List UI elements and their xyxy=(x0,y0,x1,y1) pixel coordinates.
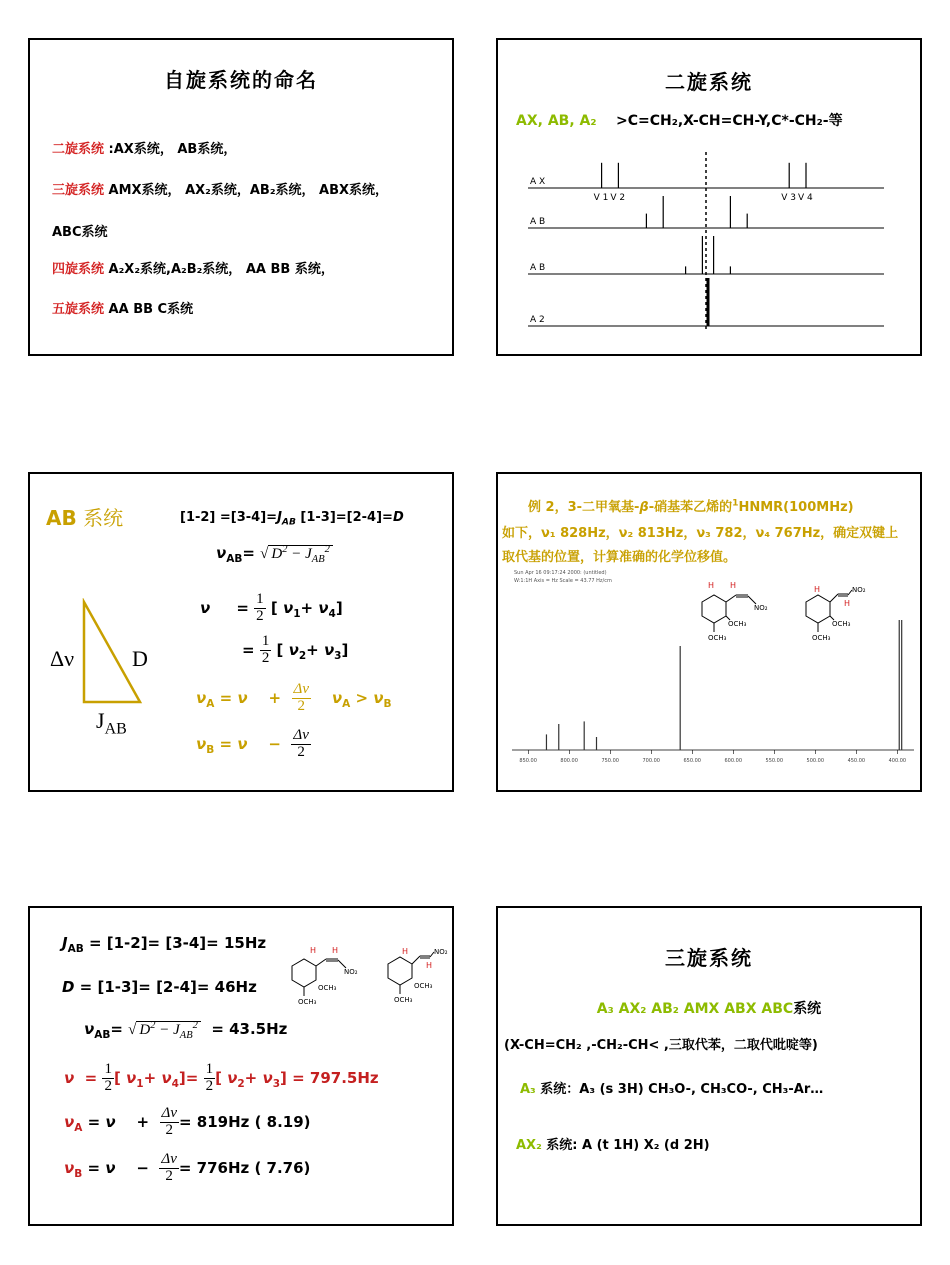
slide3-title xyxy=(46,502,123,531)
slide1-title: 自旋系统的命名 xyxy=(164,68,318,92)
frac-d: 2 xyxy=(165,1121,173,1138)
header-green: AX, AB, A₂ xyxy=(516,113,597,129)
slide-ab-calculation xyxy=(28,906,454,1226)
nuab-val: = 43.5Hz xyxy=(211,1020,288,1038)
sqrt-d: D xyxy=(271,546,283,562)
mol-h: H xyxy=(708,582,715,590)
plus: + xyxy=(143,1068,162,1087)
slide2-spectra xyxy=(498,150,920,350)
nu-ab: ν xyxy=(216,544,227,562)
frac-delta xyxy=(159,1152,178,1185)
sub-3: 3 xyxy=(334,649,342,662)
frac-d: 2 xyxy=(297,743,305,760)
eq1-d: D xyxy=(392,510,404,525)
peak-label: V 3 xyxy=(781,193,796,203)
nu: ν xyxy=(373,688,384,707)
slide4-line2: 如下，ν₁ 828Hz，ν₂ 813Hz，ν₃ 782，ν₄ 767Hz，确定双键上 xyxy=(502,526,899,541)
slide4-line3: 取代基的位置，计算准确的化学位移值。 xyxy=(502,550,737,565)
mol-h: H xyxy=(844,599,851,608)
mol-no2: NO₂ xyxy=(852,586,866,594)
sqrt-expression: √ $D^2 - J_{AB}^2$ xyxy=(128,1021,201,1038)
slide-two-spin-system xyxy=(496,38,922,356)
d: D xyxy=(62,978,75,996)
slide6-title: 三旋系统 xyxy=(665,946,753,970)
axis-tick-label: 750.00 xyxy=(601,758,619,764)
slide3-nu-eq2 xyxy=(242,634,348,667)
sqrt-sub: AB xyxy=(311,554,325,565)
eq1-b: [1-3]=[2-4]= xyxy=(295,510,393,525)
frac-n: 1 xyxy=(261,633,270,649)
sub-1: 1 xyxy=(136,1077,144,1090)
slide3-nuab-eq xyxy=(216,544,333,565)
spectrum-meta1: Sun Apr 16 09:17:24 2000: (untitled) xyxy=(514,570,607,576)
nmr-spectrum xyxy=(498,614,920,764)
nu: ν xyxy=(196,688,207,707)
a3-label: A₃ xyxy=(520,1082,536,1097)
nu-ab-eq: = xyxy=(242,544,255,562)
sub-3: 3 xyxy=(272,1077,280,1090)
bracket-open: [ xyxy=(270,598,283,617)
mol-h: H xyxy=(332,946,339,955)
nu: ν xyxy=(282,598,294,617)
peak-label: V 2 xyxy=(610,193,626,203)
frac-d: 2 xyxy=(297,697,305,714)
spectrum-label: A X xyxy=(530,177,546,187)
row-label: 四旋系统 xyxy=(52,262,105,277)
row-label: 二旋系统 xyxy=(52,142,105,157)
nu: ν xyxy=(318,598,329,617)
frac-d: 2 xyxy=(261,649,270,666)
row-text: A₂X₂系统,A₂B₂系统， AA BB 系统， xyxy=(104,262,334,277)
nuab: ν xyxy=(84,1020,95,1038)
mol-och3: OCH₃ xyxy=(812,634,831,642)
calc-nuB: $\nu_B = \nu$ − $\frac{\Delta\nu}{2}$ = 776Hz ( 7.76) xyxy=(64,1151,311,1184)
sub-B: B xyxy=(206,743,215,756)
row-label: 五旋系统 xyxy=(52,302,105,317)
eq-sign: = xyxy=(242,640,255,659)
frac-d: 2 xyxy=(104,1077,112,1094)
frac-half xyxy=(254,592,266,625)
calc-d xyxy=(62,978,257,996)
frac-n: Δν xyxy=(293,727,309,743)
nu: ν xyxy=(227,1068,238,1087)
row-text: AMX系统， AX₂系统，AB₂系统， ABX系统， xyxy=(104,183,389,198)
sqrt-sub: AB xyxy=(179,1030,193,1041)
sqrt-minus: − J xyxy=(287,546,312,562)
row-text: ABC系统 xyxy=(52,225,108,240)
frac-n: Δν xyxy=(293,681,309,697)
slide6-paren: (X-CH=CH₂ ,-CH₂-CH< ,三取代苯，二取代吡啶等) xyxy=(504,1038,818,1053)
frac-n: 1 xyxy=(104,1061,112,1077)
slide6-systems xyxy=(498,998,920,1018)
bracket-open: [ xyxy=(276,640,289,659)
calc-nuab xyxy=(84,1020,287,1041)
spectrum-label: A B xyxy=(530,263,546,273)
jab-rest: = [1-2]= [3-4]= 15Hz xyxy=(83,934,267,952)
mol-no2: NO₂ xyxy=(754,604,768,612)
mol-h: H xyxy=(402,947,409,956)
nuab-eq: = xyxy=(110,1020,123,1038)
plus: + xyxy=(300,598,319,617)
nu: ν xyxy=(237,734,248,753)
nu: ν xyxy=(161,1068,172,1087)
d-rest: = [1-3]= [2-4]= 46Hz xyxy=(74,978,257,996)
slide6-a3 xyxy=(520,1078,823,1097)
nu: ν xyxy=(196,734,207,753)
eq1-j: J xyxy=(277,510,282,525)
tri-j: J xyxy=(96,708,105,733)
mol-h: H xyxy=(814,585,821,594)
mol-och3: OCH₃ xyxy=(298,998,317,1006)
molecule-4 xyxy=(376,944,454,1014)
slide3-nuA-eq: $\nu_A = \nu$ + $\frac{\Delta\nu}{2}$ $\nu_A > \nu_B$ xyxy=(196,681,392,714)
sub-A: A xyxy=(206,697,215,710)
frac-n: 1 xyxy=(205,1061,214,1077)
nu: ν xyxy=(64,1112,75,1131)
row-text: :AX系统， AB系统， xyxy=(104,142,237,157)
plus: + xyxy=(136,1112,150,1131)
sub-1: 1 xyxy=(293,607,301,620)
slide2-header xyxy=(516,110,843,130)
bracket-open: [ xyxy=(113,1068,127,1087)
triangle-delta-nu: Δν xyxy=(50,646,75,671)
peak-label: V 1 xyxy=(593,193,609,203)
eq1-jsub: AB xyxy=(281,517,296,528)
frac-n: Δν xyxy=(161,1151,177,1167)
triangle-d: D xyxy=(132,646,148,671)
ab-title-suffix: 系统 xyxy=(76,506,124,530)
bracket-close: ] xyxy=(178,1068,186,1087)
systems-suffix: 系统 xyxy=(793,1001,822,1017)
plus: + xyxy=(268,688,282,707)
nuab-sub: AB xyxy=(94,1029,111,1041)
line1c: HNMR(100MHz) xyxy=(738,500,854,515)
slide-spin-system-naming xyxy=(28,38,454,356)
axis-tick-label: 700.00 xyxy=(642,758,660,764)
slide3-eq1 xyxy=(180,510,404,528)
mol-och3: OCH₃ xyxy=(394,996,413,1004)
header-black: >C=CH₂,X-CH=CH-Y,C*-CH₂-等 xyxy=(616,113,843,129)
plus: + xyxy=(306,640,324,659)
frac-n: Δν xyxy=(161,1105,177,1121)
slide1-row-two-spin xyxy=(52,138,236,157)
slide1-row-three-spin xyxy=(52,179,388,198)
mol-och3: OCH₃ xyxy=(708,634,727,642)
mol-h: H xyxy=(426,961,433,970)
nu-main: ν xyxy=(200,598,211,617)
mol-h: H xyxy=(730,582,737,590)
mol-no2: NO₂ xyxy=(434,948,448,956)
tri-jsub: AB xyxy=(104,720,127,738)
frac-delta xyxy=(291,728,310,761)
sub-B: B xyxy=(383,697,392,710)
spectrum-label: A 2 xyxy=(530,315,545,325)
slide-ab-system xyxy=(28,472,454,792)
sub-4: 4 xyxy=(171,1077,179,1090)
sub-4: 4 xyxy=(328,607,336,620)
sup1: 1 xyxy=(732,498,739,509)
bracket-close: ] xyxy=(280,1068,287,1087)
frac-n: 1 xyxy=(256,591,264,607)
axis-tick-label: 400.00 xyxy=(888,758,907,764)
nuB-val: = 776Hz ( 7.76) xyxy=(178,1158,311,1177)
frac-half xyxy=(260,634,272,667)
slide6-ax2 xyxy=(516,1134,710,1153)
sub-B: B xyxy=(74,1167,83,1180)
slide3-nu-eq1 xyxy=(200,592,343,625)
mol-och3: OCH₃ xyxy=(728,620,747,628)
plus: + xyxy=(244,1068,263,1087)
nu-ab-sub: AB xyxy=(226,553,243,565)
slide1-row-five-spin xyxy=(52,298,193,317)
jab-sub: AB xyxy=(67,943,84,955)
frac-half xyxy=(102,1062,114,1095)
slide1-row-abc xyxy=(52,221,108,240)
slide3-nuB-eq: $\nu_B = \nu$ − $\frac{\Delta\nu}{2}$ xyxy=(196,727,309,760)
bracket-close: ] xyxy=(341,640,349,659)
slide-three-spin-system xyxy=(496,906,922,1226)
sub-A: A xyxy=(74,1121,83,1134)
nu: ν xyxy=(105,1158,116,1177)
axis-tick-label: 600.00 xyxy=(724,758,743,764)
nu: ν xyxy=(126,1068,137,1087)
frac-d: 2 xyxy=(256,607,264,624)
nu: ν xyxy=(64,1068,75,1087)
frac-d: 2 xyxy=(205,1077,214,1094)
mol-och3: OCH₃ xyxy=(318,984,337,992)
mol-och3: OCH₃ xyxy=(414,982,433,990)
slide2-title: 二旋系统 xyxy=(665,70,753,94)
right-triangle-diagram xyxy=(78,598,168,708)
minus: − xyxy=(268,734,281,753)
ab-title: AB xyxy=(46,506,77,530)
molecule-3 xyxy=(280,946,370,1016)
calc-jab xyxy=(62,934,266,955)
eq1-a: [1-2] =[3-4]= xyxy=(180,510,278,525)
nu: ν xyxy=(105,1112,116,1131)
frac-half xyxy=(204,1062,216,1095)
a3-text: 系统：A₃ (s 3H) CH₃O-, CH₃CO-, CH₃-Ar… xyxy=(535,1082,824,1097)
sqrt-minus: − J xyxy=(155,1022,180,1038)
line1a: 例 2，3-二甲氧基- xyxy=(528,500,640,515)
row-label: 三旋系统 xyxy=(52,183,105,198)
line1b: -硝基苯乙烯的 xyxy=(648,500,733,515)
bracket-close: ] xyxy=(335,598,343,617)
nu: ν xyxy=(237,688,248,707)
sub-A: A xyxy=(342,697,351,710)
greater-than: > xyxy=(355,688,369,707)
frac-delta xyxy=(292,682,311,715)
ax2-label: AX₂ xyxy=(516,1138,542,1153)
beta: β xyxy=(639,500,649,515)
mol-no2: NO₂ xyxy=(344,968,358,976)
nuA-val: = 819Hz ( 8.19) xyxy=(178,1112,311,1131)
nu: ν xyxy=(262,1068,273,1087)
frac-delta xyxy=(160,1106,179,1139)
eq-sign: = xyxy=(236,598,249,617)
axis-tick-label: 650.00 xyxy=(683,758,701,764)
jab: J xyxy=(62,934,68,952)
spectrum-meta2: W:1:1H Axis = Hz Scale = 43.77 Hz/cm xyxy=(514,578,612,584)
axis-tick-label: 800.00 xyxy=(560,758,578,764)
sub-2: 2 xyxy=(237,1077,245,1090)
bracket-open: [ xyxy=(215,1068,228,1087)
mol-h: H xyxy=(310,946,317,955)
axis-tick-label: 500.00 xyxy=(806,758,825,764)
nu: ν xyxy=(64,1158,75,1177)
frac-d: 2 xyxy=(165,1167,173,1184)
spectrum-label: A B xyxy=(530,217,546,227)
sqrt-d: D xyxy=(139,1022,151,1038)
nu: ν xyxy=(288,640,299,659)
sqrt-expression: √ $D^2 - J_{AB}^2$ xyxy=(260,545,333,562)
calc-nu: ν = $\frac{1}{2}$ [ $\nu_1+ \nu_4]=$ $\frac{1}{2}$ [ $\nu_2+ \nu_3] = 797.5Hz$ xyxy=(64,1061,379,1094)
slide1-row-four-spin xyxy=(52,258,334,277)
peak-label: V 4 xyxy=(798,193,813,203)
minus: − xyxy=(136,1158,149,1177)
slide4-line1 xyxy=(528,496,854,515)
nu-val: = 797.5Hz xyxy=(292,1068,379,1087)
mol-och3: OCH₃ xyxy=(832,620,851,628)
sub-2: 2 xyxy=(298,649,307,662)
triangle-jab xyxy=(96,708,127,738)
axis-tick-label: 850.00 xyxy=(519,758,537,764)
slide-example-spectrum xyxy=(496,472,922,792)
row-text: AA BB C系统 xyxy=(104,302,194,317)
calc-nuA: $\nu_A = \nu$ + $\frac{\Delta\nu}{2}$ = 819Hz ( 8.19) xyxy=(64,1105,311,1138)
axis-tick-label: 450.00 xyxy=(847,758,866,764)
nu: ν xyxy=(331,688,343,707)
axis-tick-label: 550.00 xyxy=(765,758,784,764)
nu: ν xyxy=(323,640,335,659)
systems-green: A₃ AX₂ AB₂ AMX ABX ABC xyxy=(596,1001,794,1017)
ax2-text: 系统: A (t 1H) X₂ (d 2H) xyxy=(541,1138,710,1153)
